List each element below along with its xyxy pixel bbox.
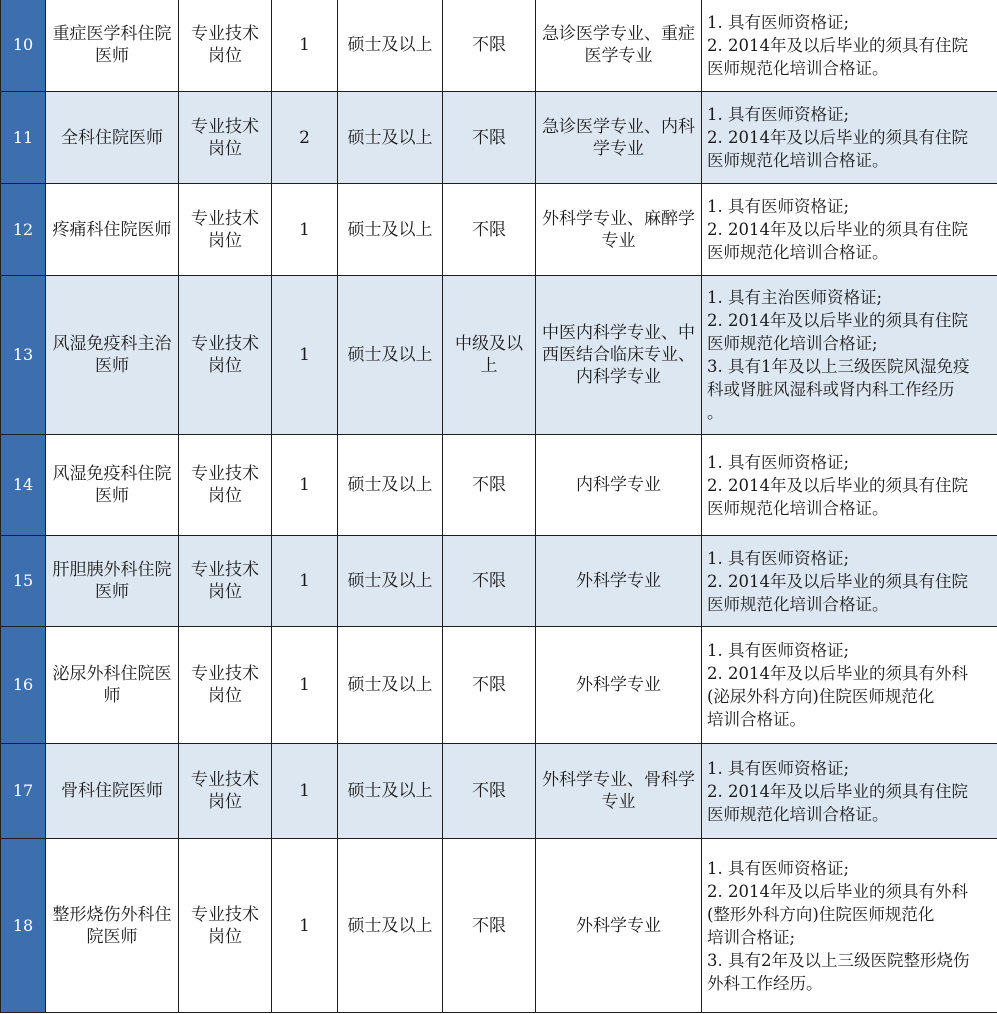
hiring-count: 1 [272,184,338,276]
row-number: 17 [1,744,46,839]
requirement-line: (泌尿外科方向)住院医师规范化 [707,687,935,706]
title-requirement: 不限 [443,92,536,184]
major-requirement: 外科学专业、骨科学专业 [536,744,702,839]
requirement-line: 1. 具有医师资格证; [707,452,850,472]
position-name: 疼痛科住院医师 [46,184,179,276]
major-requirement: 中医内科学专业、中西医结合临床专业、内科学专业 [536,276,702,435]
position-category: 专业技术岗位 [179,0,272,92]
table-row [1,0,997,92]
table-row [1,92,997,184]
position-category: 专业技术岗位 [179,744,272,839]
requirement-line: 1. 具有医师资格证; [707,197,850,216]
position-name: 骨科住院医师 [46,744,179,839]
row-number: 12 [1,184,46,276]
hiring-count: 1 [272,435,338,536]
major-requirement: 外科学专业 [536,536,702,627]
title-requirement: 中级及以上 [443,276,536,435]
education-requirement: 硕士及以上 [338,276,443,435]
hiring-count: 1 [272,744,338,839]
position-category: 专业技术岗位 [179,435,272,536]
position-category: 专业技术岗位 [179,536,272,627]
position-category: 专业技术岗位 [179,839,272,1013]
requirement-line: 3. 具有1年及以上三级医院风湿免疫 [707,357,970,376]
hiring-count: 1 [272,276,338,435]
position-category: 专业技术岗位 [179,276,272,435]
title-requirement: 不限 [443,744,536,839]
requirement-line: 医师规范化培训合格证; [707,334,878,353]
table-row [1,184,997,276]
position-name: 整形烧伤外科住院医师 [46,839,179,1013]
position-name: 风湿免疫科主治医师 [46,276,179,435]
position-name: 肝胆胰外科住院医师 [46,536,179,627]
table-row [1,627,997,744]
table-row [1,276,997,435]
hiring-count: 1 [272,536,338,627]
title-requirement: 不限 [443,536,536,627]
requirement-line: 2. 2014年及以后毕业的须具有住院 [707,781,968,801]
hiring-count: 1 [272,0,338,92]
major-requirement: 外科学专业 [536,839,702,1013]
requirement-line: 医师规范化培训合格证。 [707,58,889,78]
education-requirement: 硕士及以上 [338,435,443,536]
row-number: 11 [1,92,46,184]
position-category: 专业技术岗位 [179,627,272,744]
other-requirements [702,0,997,92]
row-number: 13 [1,276,46,435]
requirement-line: 1. 具有医师资格证; [707,548,850,568]
education-requirement: 硕士及以上 [338,0,443,92]
position-name: 全科住院医师 [46,92,179,184]
education-requirement: 硕士及以上 [338,92,443,184]
row-number: 14 [1,435,46,536]
education-requirement: 硕士及以上 [338,536,443,627]
hiring-count: 1 [272,839,338,1013]
title-requirement: 不限 [443,435,536,536]
major-requirement: 急诊医学专业、重症医学专业 [536,0,702,92]
position-category: 专业技术岗位 [179,92,272,184]
table-row [1,839,997,1013]
requirement-line: 1. 具有医师资格证; [707,105,850,124]
education-requirement: 硕士及以上 [338,839,443,1013]
row-number: 10 [1,0,46,92]
requirement-line: 1. 具有医师资格证; [707,758,850,778]
other-requirements [702,435,997,536]
table-row [1,744,997,839]
title-requirement: 不限 [443,184,536,276]
requirement-line: 2. 2014年及以后毕业的须具有住院 [707,571,968,591]
requirement-line: 2. 2014年及以后毕业的须具有住院 [707,475,968,495]
requirement-line: 2. 2014年及以后毕业的须具有外科 [707,881,968,901]
requirement-line: 科或肾脏风湿科或肾内科工作经历 [707,380,955,399]
other-requirements [702,744,997,839]
position-name: 重症医学科住院医师 [46,0,179,92]
position-category: 专业技术岗位 [179,184,272,276]
requirement-line: (整形外科方向)住院医师规范化 [707,904,935,924]
requirement-line: 3. 具有2年及以上三级医院整形烧伤 [707,950,970,970]
requirement-line: 1. 具有医师资格证; [707,12,850,32]
major-requirement: 外科学专业 [536,627,702,744]
title-requirement: 不限 [443,627,536,744]
requirement-line: 医师规范化培训合格证。 [707,804,889,824]
requirement-line: 培训合格证; [707,927,796,947]
requirement-line: 1. 具有医师资格证; [707,641,850,660]
requirement-line: 外科工作经历。 [707,973,823,993]
requirement-line: 医师规范化培训合格证。 [707,243,889,262]
requirement-line: 2. 2014年及以后毕业的须具有住院 [707,311,968,330]
requirement-line: 1. 具有主治医师资格证; [707,288,883,307]
other-requirements [702,276,997,435]
requirement-line: 。 [707,403,724,422]
requirement-line: 医师规范化培训合格证。 [707,498,889,518]
position-name: 泌尿外科住院医师 [46,627,179,744]
other-requirements [702,184,997,276]
hiring-count: 1 [272,627,338,744]
requirement-line: 医师规范化培训合格证。 [707,151,889,170]
requirement-line: 1. 具有医师资格证; [707,858,850,878]
education-requirement: 硕士及以上 [338,184,443,276]
other-requirements [702,627,997,744]
requirement-line: 培训合格证。 [707,710,806,729]
table-row [1,435,997,536]
row-number: 18 [1,839,46,1013]
major-requirement: 外科学专业、麻醉学专业 [536,184,702,276]
title-requirement: 不限 [443,839,536,1013]
requirement-line: 2. 2014年及以后毕业的须具有外科 [707,664,968,683]
title-requirement: 不限 [443,0,536,92]
requirement-line: 2. 2014年及以后毕业的须具有住院 [707,220,968,239]
row-number: 16 [1,627,46,744]
education-requirement: 硕士及以上 [338,627,443,744]
other-requirements [702,92,997,184]
position-name: 风湿免疫科住院医师 [46,435,179,536]
other-requirements [702,839,997,1013]
requirement-line: 2. 2014年及以后毕业的须具有住院 [707,35,968,55]
major-requirement: 急诊医学专业、内科学专业 [536,92,702,184]
table-row [1,536,997,627]
other-requirements [702,536,997,627]
education-requirement: 硕士及以上 [338,744,443,839]
major-requirement: 内科学专业 [536,435,702,536]
row-number: 15 [1,536,46,627]
requirement-line: 2. 2014年及以后毕业的须具有住院 [707,128,968,147]
table-body [1,0,997,1013]
hiring-count: 2 [272,92,338,184]
requirement-line: 医师规范化培训合格证。 [707,594,889,614]
